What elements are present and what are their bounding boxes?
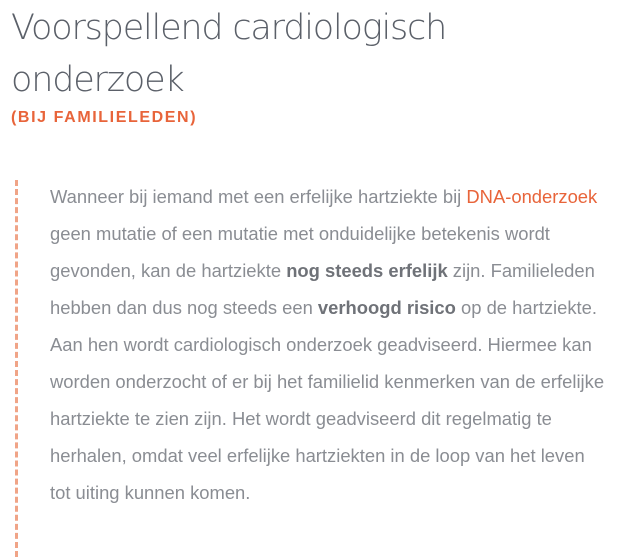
paragraph-text-1: Wanneer bij iemand met een erfelijke hartziekte bij xyxy=(50,186,467,207)
page-title: Voorspellend cardiologisch onderzoek xyxy=(11,8,447,100)
paragraph-text-3: zijn. Familieleden hebben dan dus nog steeds een xyxy=(50,260,595,318)
paragraph-text-2: geen mutatie of een mutatie met onduidelijke betekenis wordt gevonden, kan de hartziekte xyxy=(50,223,550,281)
quote-border xyxy=(15,180,18,557)
emphasis-verhoogd-risico: verhoogd risico xyxy=(317,297,456,318)
paragraph-text-4: op de hartziekte. Aan hen wordt cardiologisch onderzoek geadviseerd. Hiermee kan worden onderzocht of er bij het familielid kenmerken van de erfelijke hartziekte te zien zijn. Het wordt geadviseerd dit regelmatig te herhalen, omdat veel erfelijke hartziekten in de loop van het leven tot uiting kunnen komen. xyxy=(50,297,605,503)
quote-paragraph xyxy=(50,178,610,511)
emphasis-nog-steeds-erfelijk: nog steeds erfelijk xyxy=(286,260,448,281)
dna-onderzoek-link[interactable]: DNA-onderzoek xyxy=(466,186,598,207)
page-subtitle: (BIJ FAMILIELEDEN) xyxy=(11,109,198,126)
